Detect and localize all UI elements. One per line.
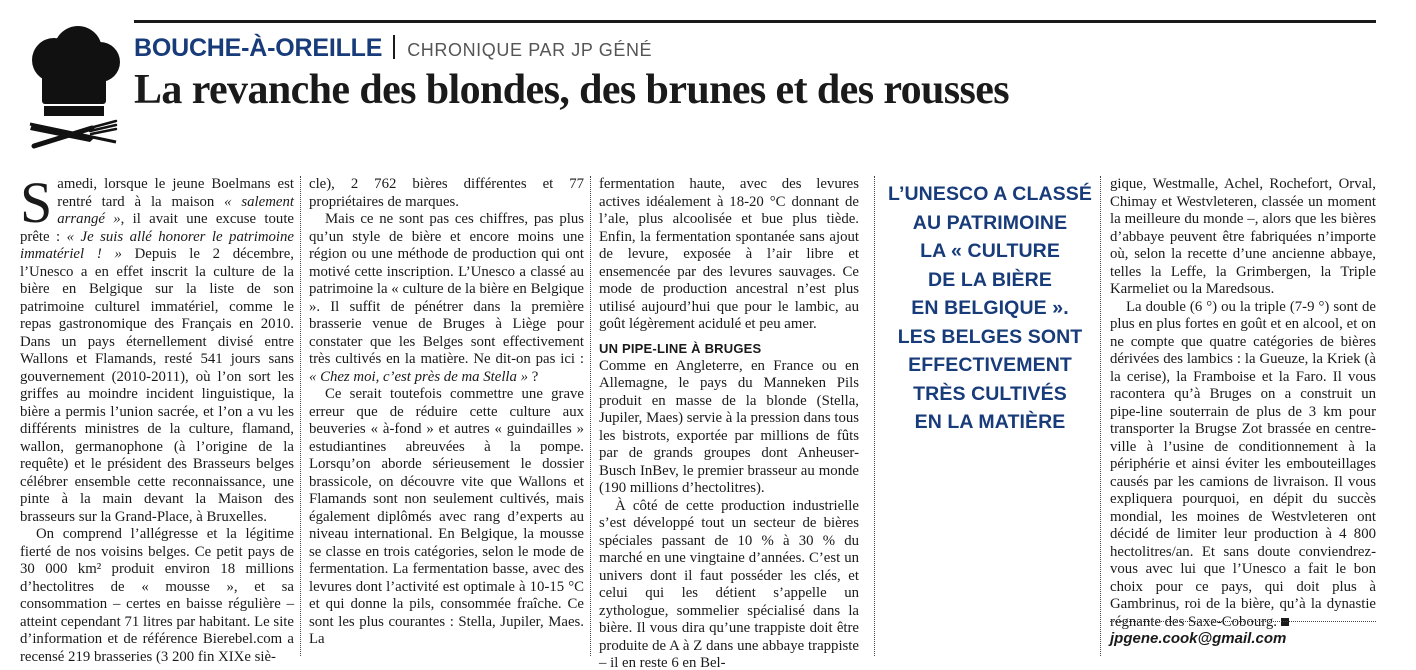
text: Depuis le 2 décembre, l’Unesco a en effet inscrit la culture de la bière en Belgique sur la liste de son patrimoine culturel immatériel, comme le repas gastronomique des Français en 2010. Dans un pays éternellement divisé entre Wallons et Flamands, resté 541 jours sans gouvernement (2010-2011), où l’on sort les griffes au moindre incident linguistique, la bière a permis l’union sacrée, et l’on a vu les différents ministres de la culture, flamand, wallon, germanophone (à l’origine de la requête) et le président des Brasseurs belges célébrer ensemble cette reconnaissance, une pinte à la main devant la Maison des brasseurs sur la Grand-Place, à Bruxelles. [20, 246, 294, 525]
column-divider [874, 176, 875, 656]
byline: CHRONIQUE PAR JP GÉNÉ [407, 40, 653, 60]
text-italic: « Chez moi, c’est près de ma Stella » [309, 368, 529, 385]
column-divider [300, 176, 301, 656]
paragraph: Ce serait toutefois commettre une grave erreur que de réduire cette culture aux beuveries « à-fond » et autres « guindailles » estudiantines abreuvées à la pompe. Lorsqu’on aborde sérieusement le dossier brassicole, on découvre vite que Wallons et Flamands sont non seulement cultivés, mais également diplômés avec rang d’experts au niveau international. En Belgique, la mousse se classe en trois catégories, selon le mode de fermentation. La fermentation basse, avec des levures dont l’activité est optimale à 10-15 °C et qui donne la pils, consommée fraîche. Ce sont les plus courantes : Stella, Jupiler, Maes. La [309, 386, 584, 647]
top-rule [134, 20, 1376, 23]
article-column-3 [599, 176, 859, 670]
kicker-divider [393, 35, 395, 59]
article-column-4 [1110, 176, 1376, 631]
paragraph: cle), 2 762 bières différentes et 77 propriétaires de marques. [309, 176, 584, 210]
paragraph [309, 211, 584, 386]
chef-hat-fork-knife-icon [20, 20, 125, 150]
text: Mais ce ne sont pas ces chiffres, pas plus qu’un style de bière et encore moins une région ou une méthode de production qui ont motivé cette inscription. L’Unesco a classé au patrimoine la « culture de la bière en Belgique ». Il suffit de pénétrer dans la première brasserie venue de Bruges à Liège pour constater que les Belges sont effectivement très cultivés en la matière. Ne dit-on pas ici : [309, 211, 584, 367]
paragraph: fermentation haute, avec des levures actives idéalement à 18-20 °C donnant de l’ale, plus alcoolisée et bue plus tiède. Enfin, la fermentation spontanée sans ajout de levure, exposée à l’air libre et ensemencée par des levures sauvages. Ce mode de production ancestral n’est plus utilisé aujourd’hui que pour le lambic, au goût légèrement acidulé et peu amer. [599, 176, 859, 332]
kicker [134, 32, 652, 66]
drop-cap: S [20, 170, 53, 235]
section-title: BOUCHE-À-OREILLE [134, 34, 383, 62]
pull-quote-line: EN BELGIQUE ». [911, 297, 1069, 319]
paragraph [1110, 299, 1376, 632]
text-italic: « Je suis allé honorer le patrimoine immatériel ! » [20, 228, 294, 262]
headline: La revanche des blondes, des brunes et des rousses [134, 67, 1010, 113]
pull-quote-line: DE LA BIÈRE [928, 268, 1052, 291]
pull-quote-line: EFFECTIVEMENT [908, 354, 1072, 376]
pull-quote-line: AU PATRIMOINE [912, 211, 1068, 234]
author-email-link[interactable]: jpgene.cook@gmail.com [1110, 630, 1287, 647]
pull-quote-line: L’UNESCO A CLASSÉ [888, 183, 1092, 205]
text: La double (6 °) ou la triple (7-9 °) sont de plus en plus fortes en goût et en alcool, et on ne compte que quatre catégories de bières dérivées des lambics : la Gueuze, la Kriek (à la cerise), la Framboise et la Faro. Il vous racontera qu’à Bruges on a construit un pipe-line souterrain de plus de 3 km pour transporter la Brugse Zot brassée en centre-ville à l’usine de conditionnement à la périphérie et ainsi éviter les embouteillages causés par les camions de livraison. Il vous expliquera pourquoi, en dépit du succès mondial, les moines de Westvleteren ont décidé de limiter leur production à 4 800 hectolitres/an. Et sans doute conviendrez-vous avec lui que l’Unesco a fait le bon choix pour ce pays, qui doit plus à Gambrinus, roi de la bière, qu’à la dynastie régnante des Saxe-Cobourg. [1110, 298, 1376, 630]
paragraph: gique, Westmalle, Achel, Rochefort, Orval, Chimay et Westvleteren, classée un moment la meilleure du monde –, alors que les bières d’abbaye peuvent être fabriquées n’importe où, selon la recette d’une ancienne abbaye, telles la Leffe, la Grimbergen, la Triple Karmeliet ou la Maredsous. [1110, 176, 1376, 297]
pull-quote-line: LA « CULTURE [920, 240, 1060, 262]
article-column-1 [20, 170, 294, 666]
pull-quote-line: TRÈS CULTIVÉS [913, 382, 1067, 405]
paragraph: On comprend l’allégresse et la légitime fierté de nos voisins belges. Ce petit pays de 30 000 km² produit environ 18 millions d’hectolitres de « mousse », et sa consommation – certes en baisse régulière – atteint cependant 71 litres par habitant. Le site d’information et de référence Bierebel.com a recensé 219 brasseries (3 200 fin XIXe siè- [20, 526, 294, 665]
column-divider [590, 176, 591, 656]
text-italic: « salement arrangé » [57, 193, 294, 227]
paragraph: Comme en Angleterre, en France ou en Allemagne, le pays du Manneken Pils produit en masse de la blonde (Stella, Jupiler, Maes) servie à la pression dans tous les bistrots, exportée par millions de fûts par de grands groupes dont Anheuser-Busch InBev, le premier brasseur au monde (190 millions d’hectolitres). [599, 357, 859, 496]
pull-quote-line: EN LA MATIÈRE [914, 411, 1066, 433]
pull-quote [885, 180, 1095, 437]
signature-divider [1110, 621, 1376, 622]
column-divider [1100, 176, 1101, 656]
article-column-2 [309, 176, 584, 649]
text: , il avait une excuse toute prête : [20, 211, 294, 245]
text: ? [528, 368, 539, 385]
subheading: UN PIPE-LINE À BRUGES [599, 340, 762, 356]
pull-quote-line: LES BELGES SONT [897, 325, 1083, 348]
text: amedi, lorsque le jeune Boelmans est rentré tard à la maison [57, 176, 294, 210]
paragraph: À côté de cette production industrielle s’est développé tout un secteur de bières spéciales passant de 10 % à 30 % du marché en une vingtaine d’années. C’est un univers dont il faut posséder les clés, et celui qui les détient s’appelle un zythologue, sommelier spécialisé dans la bière. Il vous dira qu’une trappiste doit être produite de A à Z dans une abbaye trappiste – il en reste 6 en Bel- [599, 497, 859, 670]
paragraph [20, 170, 294, 526]
